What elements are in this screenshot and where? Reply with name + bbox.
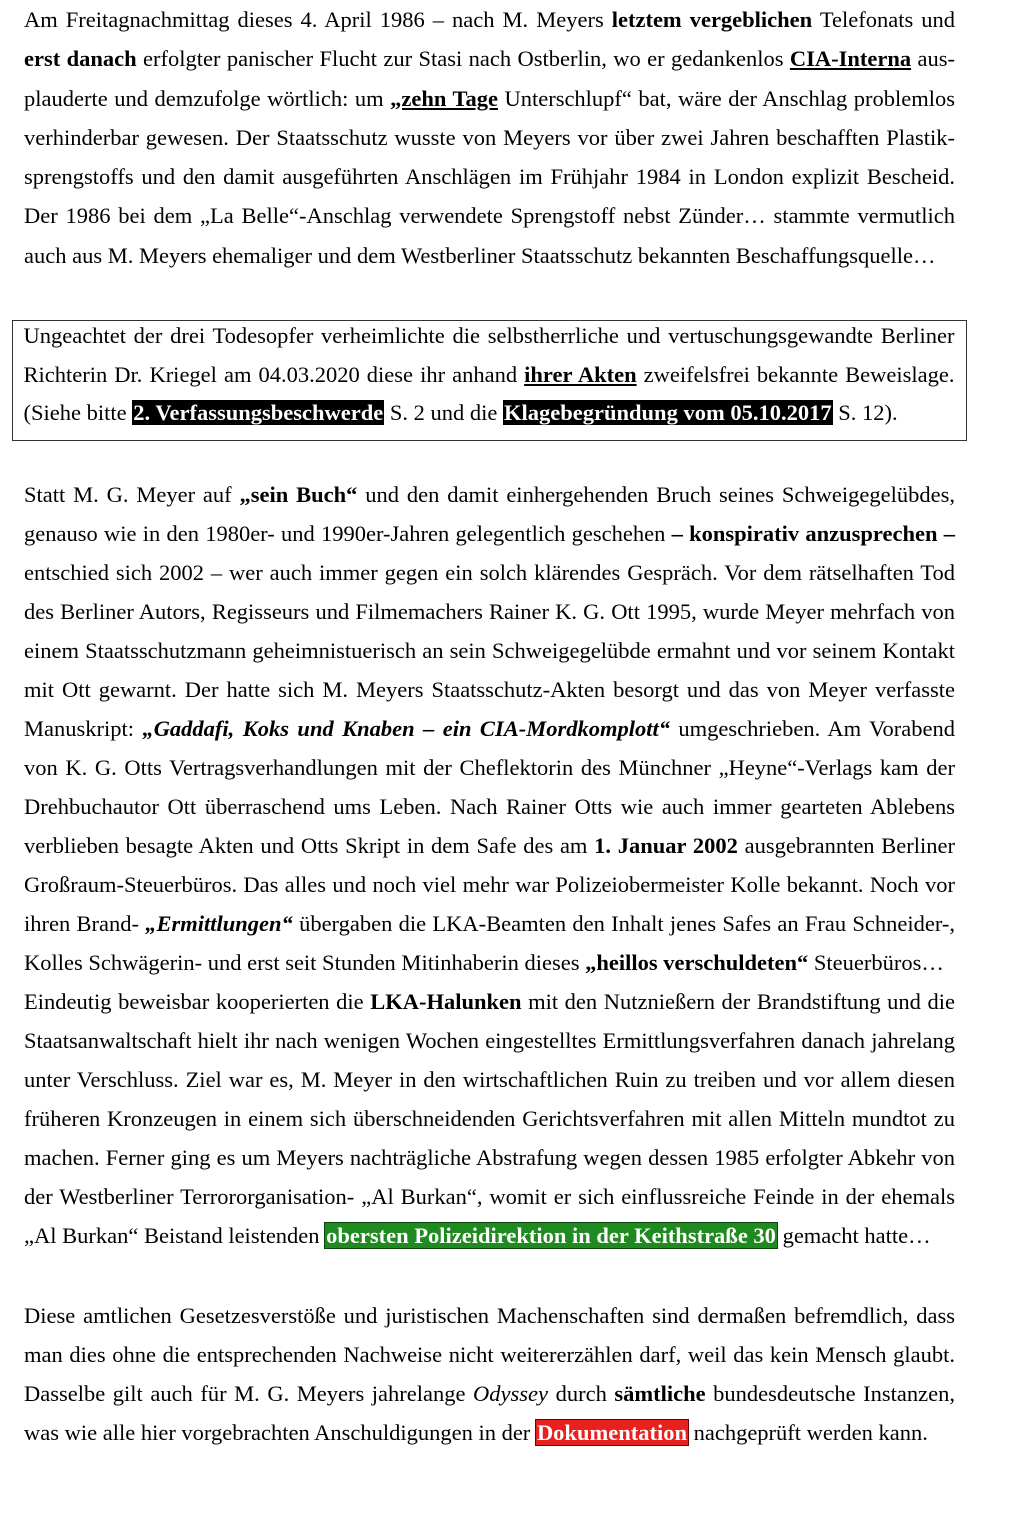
text-run: ihren Brand- bbox=[24, 911, 146, 936]
text-line bbox=[24, 1060, 955, 1099]
text-run: Richterin Dr. Kriegel am 04.03.2020 diese ihr anhand bbox=[23, 361, 525, 387]
text-run: sprengstoffs und den damit ausgeführten Anschlägen im Frühjahr 1984 in London explizit Bescheid. bbox=[24, 164, 955, 190]
underlined-emphasis: „zehn Tage bbox=[390, 85, 498, 111]
text-line bbox=[24, 157, 955, 196]
text-run: einem Staatsschutzmann geheimnistuerisch an sein Schweigegelübde ermahnt und vor seinem Kontakt bbox=[24, 638, 955, 663]
text-line bbox=[24, 1335, 955, 1374]
italic-term: Odyssey bbox=[473, 1381, 549, 1406]
text-line bbox=[24, 79, 955, 118]
underlined-emphasis: CIA-Interna bbox=[789, 46, 912, 72]
reference-klagebegruendung[interactable]: Klagebegründung vom 05.10.2017 bbox=[504, 400, 832, 425]
paragraph-1 bbox=[24, 0, 955, 275]
text-run: Eindeutig beweisbar kooperierten die bbox=[24, 989, 371, 1014]
reference-dokumentation[interactable]: Dokumentation bbox=[536, 1420, 687, 1445]
text-run: und den damit einhergehenden Bruch seines Schweigegelübdes, bbox=[357, 482, 955, 507]
text-line bbox=[24, 826, 955, 865]
boxed-note-text bbox=[24, 317, 955, 433]
text-run: S. 12). bbox=[832, 400, 898, 425]
text-run: des Berliner Autors, Regisseurs und Filmemachers Rainer K. G. Ott 1995, wurde Meyer mehrfach von bbox=[24, 599, 955, 624]
text-line bbox=[24, 787, 955, 826]
text-line bbox=[24, 1216, 955, 1255]
bold-emphasis: „sein Buch“ bbox=[239, 482, 358, 507]
text-line bbox=[24, 670, 955, 709]
text-run: Manuskript: bbox=[24, 716, 143, 741]
text-run: mit den Nutznießern der Brandstiftung und die bbox=[521, 989, 955, 1014]
underlined-emphasis: ihrer Akten bbox=[524, 361, 637, 387]
text-run: machen. Ferner ging es um Meyers nachträgliche Abstrafung wegen dessen 1985 erfolgter Abkehr von bbox=[24, 1145, 955, 1170]
text-line bbox=[24, 356, 955, 395]
text-run: man dies ohne die entsprechenden Nachweise nicht weitererzählen darf, weil das kein Mensch glaubt. bbox=[24, 1342, 955, 1367]
text-line bbox=[24, 317, 955, 356]
text-run: (Siehe bitte bbox=[23, 400, 133, 425]
text-run: „Al Burkan“ Beistand leistenden bbox=[24, 1223, 326, 1248]
text-line bbox=[24, 1177, 955, 1216]
text-line bbox=[24, 631, 955, 670]
bold-emphasis: letztem vergeblichen bbox=[611, 7, 813, 32]
text-run: S. 2 und die bbox=[384, 400, 504, 425]
bold-italic-emphasis: „Ermittlungen“ bbox=[145, 911, 293, 936]
text-run: verhinderbar gewesen. Der Staatsschutz wusste von Meyers vor über zwei Jahren beschafften Plastik- bbox=[24, 124, 955, 150]
bold-emphasis: sämtliche bbox=[614, 1381, 706, 1406]
bold-emphasis: erst danach bbox=[24, 46, 137, 72]
text-line bbox=[24, 748, 955, 787]
bold-emphasis: „heillos verschuldeten“ bbox=[585, 950, 809, 975]
text-line bbox=[24, 709, 955, 748]
text-run: Staatsanwaltschaft hielt ihr nach wenigen Wochen eingestelltes Ermittlungsverfahren danach jahrelang bbox=[24, 1028, 955, 1053]
text-run: verblieben besagte Akten und Otts Skript in dem Safe des am bbox=[24, 833, 595, 858]
bold-emphasis: 1. Januar 2002 bbox=[594, 833, 738, 858]
text-run: aus- bbox=[911, 46, 955, 72]
text-run: unter Verschluss. Ziel war es, M. Meyer in den wirtschaftlichen Ruin zu treiben und vor allem diesen bbox=[24, 1067, 955, 1092]
text-line bbox=[24, 553, 955, 592]
text-line bbox=[24, 39, 955, 78]
text-run: Dasselbe gilt auch für M. G. Meyers jahrelange bbox=[24, 1381, 474, 1406]
text-run: ausgebrannten Berliner bbox=[737, 833, 955, 858]
text-run: übergaben die LKA-Beamten den Inhalt jenes Safes an Frau Schneider-, bbox=[292, 911, 955, 936]
text-run: erfolgter panischer Flucht zur Stasi nach Ostberlin, wo er gedankenlos bbox=[136, 46, 790, 72]
text-run: bundesdeutsche Instanzen, bbox=[705, 1381, 956, 1406]
text-run: auch aus M. Meyers ehemaliger und dem Westberliner Staatsschutz bekannten Beschaffungsquelle… bbox=[24, 242, 936, 268]
text-line bbox=[24, 514, 955, 553]
text-run: Kolles Schwägerin- und erst seit Stunden Mitinhaberin dieses bbox=[24, 950, 586, 975]
text-run: durch bbox=[548, 1381, 615, 1406]
text-run: Großraum-Steuerbüros. Das alles und noch viel mehr war Polizeiobermeister Kolle bekannt. Noch vor bbox=[24, 872, 955, 897]
text-run: Drehbuchautor Ott überraschend ums Leben. Nach Rainer Otts wie auch immer gearteten Ablebens bbox=[24, 794, 955, 819]
bold-emphasis: – konspirativ anzusprechen – bbox=[671, 521, 955, 546]
bold-emphasis: LKA-Halunken bbox=[370, 989, 522, 1014]
text-run: Steuerbüros… bbox=[808, 950, 944, 975]
text-run: genauso wie in den 1980er- und 1990er-Jahren gelegentlich geschehen bbox=[24, 521, 672, 546]
text-line bbox=[24, 1138, 955, 1177]
text-line bbox=[24, 592, 955, 631]
reference-verfassungsbeschwerde[interactable]: 2. Verfassungsbeschwerde bbox=[133, 400, 384, 425]
text-run: Ungeachtet der drei Todesopfer verheimlichte die selbstherrliche und vertuschungsgewandte Berliner bbox=[23, 323, 955, 348]
manuscript-title: „Gaddafi, Koks und Knaben – ein CIA-Mordkomplott“ bbox=[142, 716, 670, 741]
text-line bbox=[24, 1374, 955, 1413]
text-run: nachgeprüft werden kann. bbox=[687, 1420, 928, 1445]
text-run: früheren Kronzeugen in einem sich überschneidenden Gerichtsverfahren mit allen Mitteln mundtot zu bbox=[24, 1106, 955, 1131]
highlight-polizeidirektion: obersten Polizeidirektion in der Keithstraße 30 bbox=[326, 1223, 776, 1248]
text-run: plauderte und demzufolge wörtlich: um bbox=[24, 85, 391, 111]
text-run: gemacht hatte… bbox=[776, 1223, 931, 1248]
text-run: umgeschrieben. Am Vorabend bbox=[669, 716, 955, 741]
text-line bbox=[24, 904, 955, 943]
paragraph-3 bbox=[24, 1296, 955, 1452]
text-line bbox=[24, 196, 955, 235]
text-run: Unterschlupf“ bat, wäre der Anschlag problemlos bbox=[497, 85, 955, 111]
text-line bbox=[24, 982, 955, 1021]
text-line bbox=[24, 865, 955, 904]
text-run: entschied sich 2002 – wer auch immer gegen ein solch klärendes Gespräch. Vor dem rätselhaften Tod bbox=[24, 560, 955, 585]
text-line bbox=[24, 1413, 955, 1452]
text-run: Telefonats und bbox=[812, 7, 955, 32]
text-line bbox=[24, 118, 955, 157]
text-line bbox=[24, 475, 955, 514]
text-line bbox=[24, 1296, 955, 1335]
text-run: Statt M. G. Meyer auf bbox=[24, 482, 240, 507]
text-run: Diese amtlichen Gesetzesverstöße und juristischen Machenschaften sind dermaßen befremdlich, dass bbox=[24, 1303, 955, 1328]
text-line bbox=[24, 943, 955, 982]
text-run: von K. G. Otts Vertragsverhandlungen mit der Cheflektorin des Münchner „Heyne“-Verlags kam der bbox=[24, 755, 955, 780]
text-line bbox=[24, 1021, 955, 1060]
text-run: Am Freitagnachmittag dieses 4. April 1986 – nach M. Meyers bbox=[24, 7, 612, 32]
text-line bbox=[24, 394, 955, 433]
text-run: mit Ott gewarnt. Der hatte sich M. Meyers Staatsschutz-Akten besorgt und das von Meyer verfasste bbox=[24, 677, 955, 702]
text-line bbox=[24, 0, 955, 39]
text-run: was wie alle hier vorgebrachten Anschuldigungen in der bbox=[24, 1420, 536, 1445]
paragraph-2 bbox=[24, 475, 955, 1255]
text-line bbox=[24, 1099, 955, 1138]
text-run: der Westberliner Terrororganisation- „Al Burkan“, womit er sich einflussreiche Feinde in der ehemals bbox=[24, 1184, 955, 1209]
boxed-note bbox=[12, 320, 967, 441]
text-run: zweifelsfrei bekannte Beweislage. bbox=[636, 361, 955, 387]
text-line bbox=[24, 236, 955, 275]
text-run: Der 1986 bei dem „La Belle“-Anschlag verwendete Sprengstoff nebst Zünder… stammte vermutlich bbox=[24, 203, 955, 229]
